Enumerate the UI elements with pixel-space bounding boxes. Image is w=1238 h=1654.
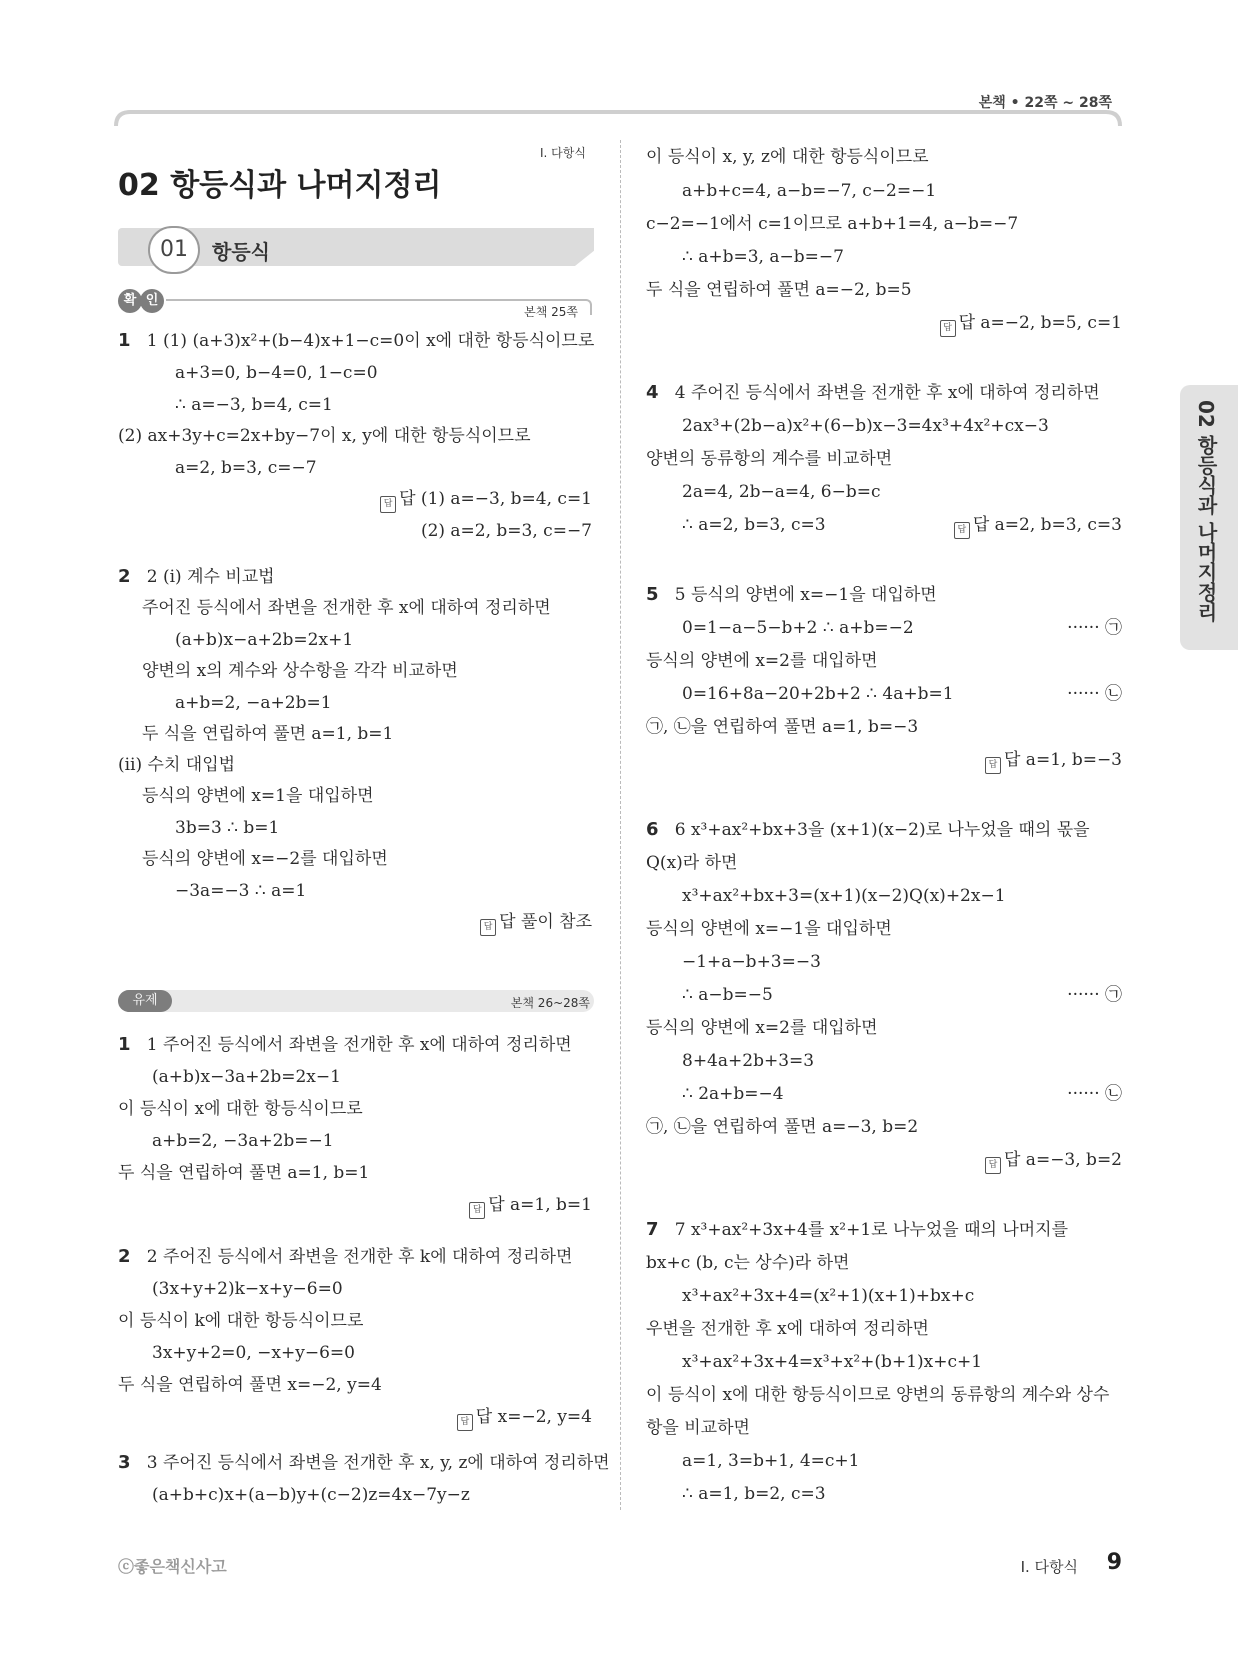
right-line: 이 등식이 x에 대한 항등식이므로 양변의 동류항의 계수와 상수	[646, 1385, 1110, 1405]
equation-tag: ······ ㉠	[1067, 985, 1122, 1005]
right-line: x³+ax²+3x+4=x³+x²+(b+1)x+c+1	[682, 1352, 983, 1372]
left-line: 주어진 등식에서 좌변을 전개한 후 x에 대하여 정리하면	[142, 598, 551, 618]
answer: 답 답 a=1, b=1	[469, 1194, 592, 1219]
answer-icon: 답	[469, 1202, 485, 1219]
check-badge-1: 확	[118, 289, 142, 313]
left-line: 3b=3 ∴ b=1	[175, 818, 280, 838]
right-line: ∴ a−b=−5	[682, 985, 773, 1005]
right-line: 두 식을 연립하여 풀면 a=−2, b=5	[646, 280, 912, 300]
right-line: 6 6 x³+ax²+bx+3을 (x+1)(x−2)로 나누었을 때의 몫을	[646, 819, 1090, 840]
left-line: (a+b)x−a+2b=2x+1	[175, 630, 354, 650]
right-line: ∴ a=2, b=3, c=3	[682, 515, 826, 535]
right-line: ∴ a=1, b=2, c=3	[682, 1484, 826, 1504]
right-line: ∴ 2a+b=−4	[682, 1084, 784, 1104]
equation-tag: ······ ㉡	[1067, 1084, 1122, 1104]
right-line: −1+a−b+3=−3	[682, 952, 821, 972]
left-line: ∴ a=−3, b=4, c=1	[175, 395, 333, 415]
check-reference: 본책 25쪽	[524, 305, 578, 319]
left-line: 3 3 주어진 등식에서 좌변을 전개한 후 x, y, z에 대하여 정리하면	[118, 1452, 610, 1473]
page-reference: 본책 • 22쪽 ~ 28쪽	[978, 95, 1112, 111]
section-title: 항등식	[212, 240, 270, 264]
right-line: 이 등식이 x, y, z에 대한 항등식이므로	[646, 147, 929, 167]
left-line: 이 등식이 x에 대한 항등식이므로	[118, 1099, 363, 1119]
left-line: 등식의 양변에 x=1을 대입하면	[142, 786, 374, 806]
practice-badge: 유제	[118, 990, 172, 1012]
right-line: 2a=4, 2b−a=4, 6−b=c	[682, 482, 881, 502]
right-line: x³+ax²+3x+4=(x²+1)(x+1)+bx+c	[682, 1286, 975, 1306]
right-line: 0=1−a−5−b+2 ∴ a+b=−2	[682, 618, 914, 638]
right-line: bx+c (b, c는 상수)라 하면	[646, 1253, 850, 1273]
right-line: 7 7 x³+ax²+3x+4를 x²+1로 나누었을 때의 나머지를	[646, 1219, 1069, 1240]
left-line: a=2, b=3, c=−7	[175, 458, 317, 478]
left-line: (a+b)x−3a+2b=2x−1	[152, 1067, 341, 1087]
page-number: 9	[1106, 1550, 1122, 1575]
left-line: 등식의 양변에 x=−2를 대입하면	[142, 849, 388, 869]
right-line: c−2=−1에서 c=1이므로 a+b+1=4, a−b=−7	[646, 214, 1019, 234]
answer: 답 답 a=1, b=−3	[985, 749, 1122, 774]
left-line: 1 1 주어진 등식에서 좌변을 전개한 후 x에 대하여 정리하면	[118, 1034, 572, 1055]
left-line: 이 등식이 k에 대한 항등식이므로	[118, 1311, 364, 1331]
right-line: a+b+c=4, a−b=−7, c−2=−1	[682, 181, 937, 201]
right-line: 등식의 양변에 x=2를 대입하면	[646, 651, 878, 671]
right-line: 2ax³+(2b−a)x²+(6−b)x−3=4x³+4x²+cx−3	[682, 416, 1049, 436]
column-divider	[620, 140, 621, 1510]
right-line: 5 5 등식의 양변에 x=−1을 대입하면	[646, 584, 937, 605]
right-line: ㉠, ㉡을 연립하여 풀면 a=−3, b=2	[646, 1117, 919, 1137]
check-badge-2: 인	[140, 289, 164, 313]
left-line: 두 식을 연립하여 풀면 a=1, b=1	[142, 724, 394, 744]
answer: 답 답 x=−2, y=4	[457, 1406, 592, 1431]
left-line: 1 1 (1) (a+3)x²+(b−4)x+1−c=0이 x에 대한 항등식이므로	[118, 330, 595, 351]
chapter-title: 02 항등식과 나머지정리	[118, 168, 442, 203]
left-line: 3x+y+2=0, −x+y−6=0	[152, 1343, 355, 1363]
left-line: (ⅱ) 수치 대입법	[118, 755, 236, 775]
answer-icon: 답	[380, 496, 396, 513]
left-line: a+3=0, b−4=0, 1−c=0	[175, 363, 378, 383]
left-line: (3x+y+2)k−x+y−6=0	[152, 1279, 343, 1299]
answer-icon: 답	[480, 919, 496, 936]
header-rule	[114, 108, 1124, 128]
publisher-logo: ⓒ좋은책신사고	[118, 1557, 227, 1576]
right-line: 양변의 동류항의 계수를 비교하면	[646, 449, 893, 469]
side-tab-label: 02 항등식과 나머지정리	[1194, 400, 1218, 622]
left-line: a+b=2, −3a+2b=−1	[152, 1131, 334, 1151]
answer: (2) a=2, b=3, c=−7	[420, 521, 592, 541]
answer: 답 답 a=−3, b=2	[985, 1149, 1122, 1174]
left-line: 2 2 주어진 등식에서 좌변을 전개한 후 k에 대하여 정리하면	[118, 1246, 573, 1267]
answer: 답 답 a=2, b=3, c=3	[954, 514, 1122, 539]
right-line: Q(x)라 하면	[646, 853, 738, 873]
left-line: 양변의 x의 계수와 상수항을 각각 비교하면	[142, 661, 458, 681]
right-line: 항을 비교하면	[646, 1418, 750, 1438]
right-line: x³+ax²+bx+3=(x+1)(x−2)Q(x)+2x−1	[682, 886, 1006, 906]
left-line: 두 식을 연립하여 풀면 x=−2, y=4	[118, 1375, 382, 1395]
left-line: 2 2 (ⅰ) 계수 비교법	[118, 566, 275, 587]
right-line: a=1, 3=b+1, 4=c+1	[682, 1451, 860, 1471]
right-line: 8+4a+2b+3=3	[682, 1051, 815, 1071]
answer: 답 답 a=−2, b=5, c=1	[940, 312, 1122, 337]
left-line: 두 식을 연립하여 풀면 a=1, b=1	[118, 1163, 370, 1183]
answer: 답 답 (1) a=−3, b=4, c=1	[380, 488, 592, 513]
practice-reference: 본책 26~28쪽	[510, 996, 590, 1010]
section-number: 01	[148, 226, 200, 274]
left-line: (a+b+c)x+(a−b)y+(c−2)z=4x−7y−z	[152, 1485, 470, 1505]
equation-tag: ······ ㉡	[1067, 684, 1122, 704]
answer-icon: 답	[940, 320, 956, 337]
answer: 답 답 풀이 참조	[480, 911, 592, 936]
answer-icon: 답	[457, 1414, 473, 1431]
right-line: 4 4 주어진 등식에서 좌변을 전개한 후 x에 대하여 정리하면	[646, 382, 1100, 403]
right-line: ∴ a+b=3, a−b=−7	[682, 247, 844, 267]
right-line: 등식의 양변에 x=2를 대입하면	[646, 1018, 878, 1038]
chapter-unit: Ⅰ. 다항식	[540, 146, 586, 160]
right-line: 우변을 전개한 후 x에 대하여 정리하면	[646, 1319, 929, 1339]
footer-unit: Ⅰ. 다항식	[1020, 1558, 1078, 1576]
equation-tag: ······ ㉠	[1067, 618, 1122, 638]
right-line: 0=16+8a−20+2b+2 ∴ 4a+b=1	[682, 684, 954, 704]
left-line: (2) ax+3y+c=2x+by−7이 x, y에 대한 항등식이므로	[118, 426, 531, 446]
right-line: 등식의 양변에 x=−1을 대입하면	[646, 919, 892, 939]
answer-icon: 답	[954, 522, 970, 539]
left-line: −3a=−3 ∴ a=1	[175, 881, 307, 901]
right-line: ㉠, ㉡을 연립하여 풀면 a=1, b=−3	[646, 717, 919, 737]
answer-icon: 답	[985, 757, 1001, 774]
left-line: a+b=2, −a+2b=1	[175, 693, 332, 713]
answer-icon: 답	[985, 1157, 1001, 1174]
